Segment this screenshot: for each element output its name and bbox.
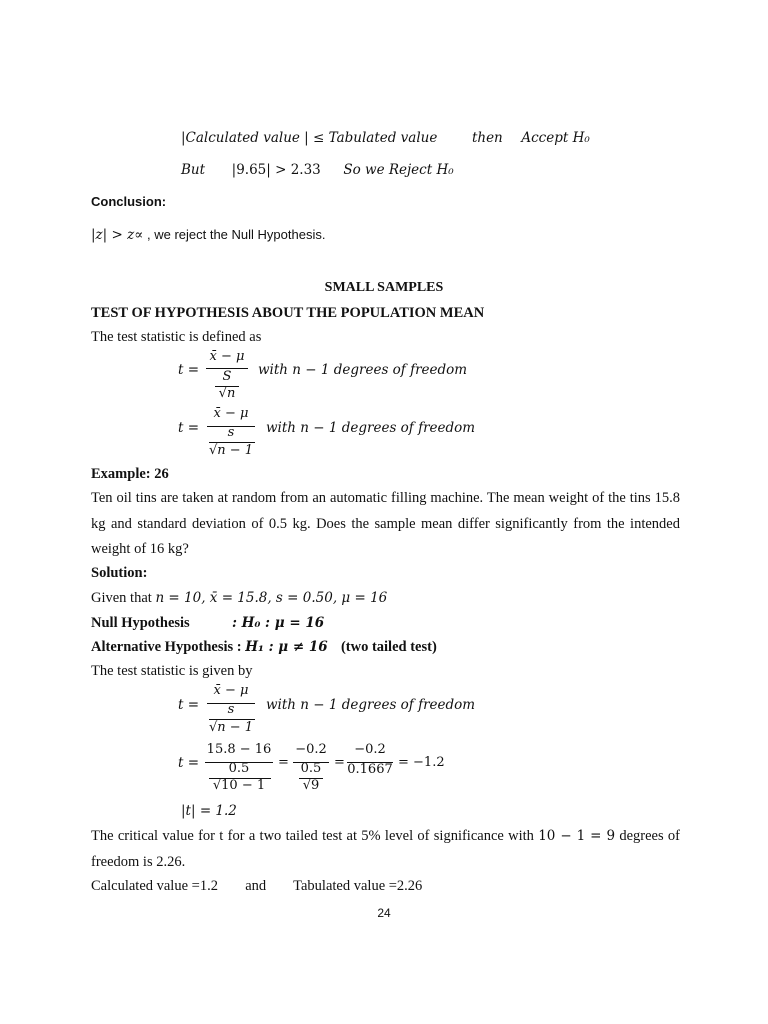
and-word: and [245, 878, 267, 894]
decision-rule-lhs: |Calculated value | ≤ Tabulated value [181, 130, 438, 146]
decision-but [181, 162, 454, 178]
critical-after: degrees of freedom is 2.26. [91, 828, 680, 870]
decision-but-result: So we Reject H₀ [343, 162, 454, 178]
formula3-numerator: x̄ − μ [213, 683, 249, 698]
decision-rule-then: then [471, 130, 503, 146]
formula2-numerator: x̄ − μ [213, 406, 249, 421]
critical-text [91, 824, 680, 875]
conclusion-rest: , we reject the Null Hypothesis. [146, 227, 326, 242]
calc-den2-top: 0.5 [300, 761, 322, 776]
given-line [91, 590, 387, 607]
null-hypothesis-expr: : H₀ : μ = 16 [232, 615, 325, 631]
section-title: SMALL SAMPLES [324, 280, 444, 295]
calc-result: = −1.2 [398, 755, 445, 770]
stat-intro: The test statistic is given by [91, 663, 253, 679]
given-values: n = 10, x̄ = 15.8, s = 0.50, μ = 16 [155, 590, 388, 606]
formula1-sqrt-n: √n [218, 386, 236, 401]
example-label: Example: 26 [91, 466, 169, 482]
conclusion-heading: Conclusion: [91, 194, 167, 209]
calc-value-label: Calculated value =1.2 [91, 878, 218, 894]
formula1-dof: with n − 1 degrees of freedom [258, 362, 468, 378]
formula3-sqrt: √n − 1 [208, 720, 254, 735]
formula3-dof: with n − 1 degrees of freedom [266, 697, 476, 713]
calc-abs-t: |t| = 1.2 [181, 803, 237, 819]
formula1-t-eq: t = [178, 362, 200, 378]
formula1-s: S [222, 369, 232, 384]
calc-den3: 0.1667 [347, 762, 393, 777]
calc-vs-tab-line [91, 878, 422, 895]
alt-hypothesis-expr: H₁ : μ ≠ 16 [245, 639, 328, 655]
section-subtitle: TEST OF HYPOTHESIS ABOUT THE POPULATION MEAN [91, 305, 485, 321]
calc-num3: −0.2 [354, 742, 386, 757]
decision-but-word: But [181, 162, 206, 178]
critical-before: The critical value for t for a two tailed test at 5% level of significance with [91, 828, 534, 844]
conclusion-text [91, 227, 325, 243]
null-hypothesis-label: Null Hypothesis [91, 615, 190, 631]
formula1-numerator: x̄ − μ [209, 349, 245, 364]
formula3-s: s [227, 702, 235, 717]
calc-eq1: = [278, 755, 289, 770]
alt-hypothesis-note: (two tailed test) [340, 639, 437, 655]
calc-den1-top: 0.5 [228, 761, 250, 776]
decision-rule-accept: Accept H₀ [521, 130, 590, 146]
section-intro: The test statistic is defined as [91, 329, 262, 345]
calc-num2: −0.2 [295, 742, 327, 757]
decision-but-expr: |9.65| > 2.33 [231, 162, 321, 178]
formula2-t-eq: t = [178, 420, 200, 436]
calc-den1-bottom: √10 − 1 [212, 778, 266, 793]
critical-math: 10 − 1 = 9 [538, 828, 616, 844]
conclusion-math: |z| > z∝ [91, 227, 144, 243]
decision-rule [181, 130, 590, 146]
calc-den2-bottom: √9 [302, 778, 320, 793]
formula3-t-eq: t = [178, 697, 200, 713]
tab-value-label: Tabulated value =2.26 [293, 878, 423, 894]
calc-num1: 15.8 − 16 [206, 742, 272, 757]
calc-eq2: = [334, 755, 345, 770]
calc-t-eq: t = [178, 755, 200, 771]
alt-hypothesis-line [91, 639, 437, 656]
formula2-sqrt: √n − 1 [208, 443, 254, 458]
solution-label: Solution: [91, 565, 148, 581]
page-number: 24 [377, 906, 391, 920]
given-prefix: Given that [91, 590, 152, 606]
formula2-dof: with n − 1 degrees of freedom [266, 420, 476, 436]
alt-hypothesis-label: Alternative Hypothesis : [91, 639, 242, 655]
formula2-s: s [227, 425, 235, 440]
example-problem: Ten oil tins are taken at random from an automatic filling machine. The mean weight of the tins 15.8 kg and standard deviation of 0.5 kg. Does the sample mean differ significantly from the intended weight of 16 kg? [91, 490, 680, 557]
